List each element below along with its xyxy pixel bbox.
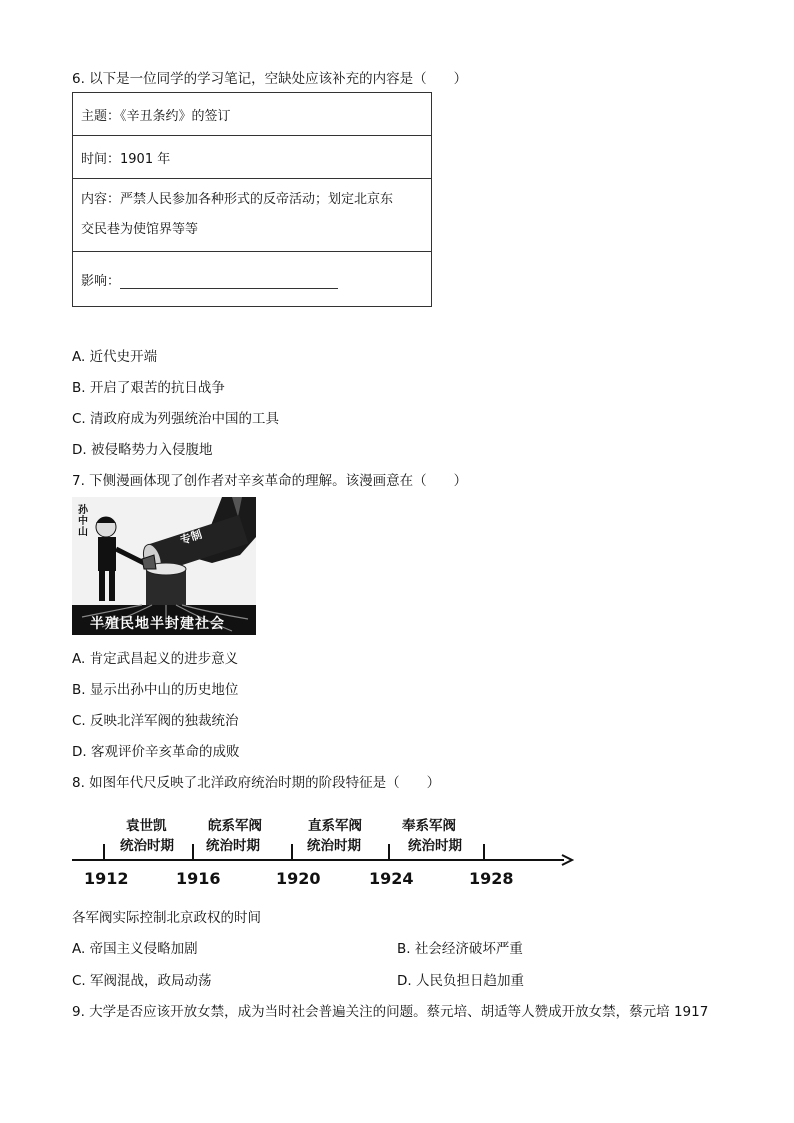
q7-option-c[interactable]: C. 反映北洋军阀的独裁统治 [72, 713, 239, 729]
year-1916: 1916 [176, 869, 221, 888]
period-1-line2: 统治时期 [120, 838, 174, 854]
q6-option-b[interactable]: B. 开启了艰苦的抗日战争 [72, 380, 225, 396]
question-8-stem: 8. 如图年代尺反映了北洋政府统治时期的阶段特征是（ ） [72, 775, 441, 791]
q6-option-c[interactable]: C. 清政府成为列强统治中国的工具 [72, 411, 280, 427]
notes-topic: 主题：《辛丑条约》的签订 [73, 93, 432, 136]
notes-impact [73, 252, 432, 307]
notes-time: 时间：1901 年 [73, 136, 432, 179]
question-7-stem: 7. 下侧漫画体现了创作者对辛亥革命的理解。该漫画意在（ ） [72, 473, 468, 489]
q7-option-a[interactable]: A. 肯定武昌起义的进步意义 [72, 651, 239, 667]
q7-option-d[interactable]: D. 客观评价辛亥革命的成败 [72, 744, 240, 760]
notes-content-line1: 内容：严禁人民参加各种形式的反帝活动；划定北京东 [81, 192, 394, 207]
year-1924: 1924 [369, 869, 414, 888]
year-1928: 1928 [469, 869, 514, 888]
cartoon-figure-label: 孙中山 [78, 505, 88, 538]
period-4-line2: 统治时期 [408, 838, 462, 854]
q6-option-d[interactable]: D. 被侵略势力入侵腹地 [72, 442, 213, 458]
study-notes-table [72, 92, 432, 307]
period-2-line2: 统治时期 [206, 838, 260, 854]
period-4-line1: 奉系军阀 [402, 818, 456, 834]
answer-blank [120, 274, 338, 289]
q8-option-d[interactable]: D. 人民负担日趋加重 [397, 973, 524, 989]
period-1-line1: 袁世凯 [126, 818, 167, 834]
question-6-stem: 6. 以下是一位同学的学习笔记，空缺处应该补充的内容是（ ） [72, 71, 468, 87]
period-2-line1: 皖系军阀 [208, 818, 262, 834]
q8-option-b[interactable]: B. 社会经济破坏严重 [397, 941, 523, 957]
year-1920: 1920 [276, 869, 321, 888]
cartoon-image [72, 497, 256, 635]
q8-option-a[interactable]: A. 帝国主义侵略加剧 [72, 941, 198, 957]
period-3-line1: 直系军阀 [308, 818, 362, 834]
q6-option-a[interactable]: A. 近代史开端 [72, 349, 158, 365]
timeline-caption: 各军阀实际控制北京政权的时间 [72, 910, 261, 926]
q8-option-c[interactable]: C. 军阀混战，政局动荡 [72, 973, 212, 989]
period-3-line2: 统治时期 [307, 838, 361, 854]
question-9-stem: 9. 大学是否应该开放女禁，成为当时社会普遍关注的问题。蔡元培、胡适等人赞成开放女禁，蔡元培 1917 [72, 1004, 709, 1020]
notes-impact-label: 影响： [81, 273, 121, 289]
year-1912: 1912 [84, 869, 129, 888]
q7-option-b[interactable]: B. 显示出孙中山的历史地位 [72, 682, 239, 698]
cartoon-stump-label: 专制 [178, 527, 204, 548]
notes-content-line2: 交民巷为使馆界等等 [81, 222, 199, 237]
notes-content [73, 179, 432, 252]
cartoon-ground-label: 半殖民地半封建社会 [90, 616, 225, 632]
